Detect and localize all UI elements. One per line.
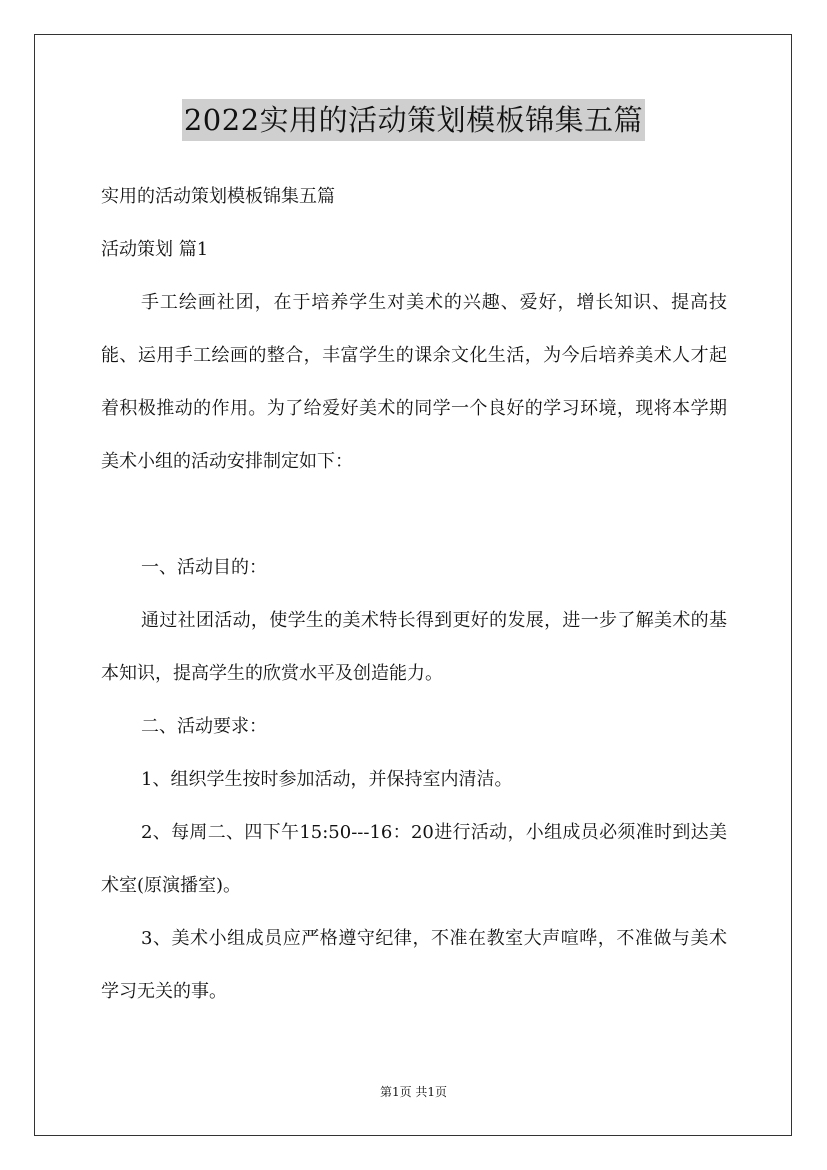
- requirement-item-1: 1、组织学生按时参加活动，并保持室内清洁。: [141, 769, 513, 790]
- title-container: [0, 99, 827, 141]
- document-body: [101, 170, 727, 1018]
- page-footer: 第1页 共1页: [379, 1085, 448, 1099]
- document-title: 2022实用的活动策划模板锦集五篇: [182, 99, 645, 141]
- heading-activity-purpose: 一、活动目的：: [141, 557, 267, 578]
- requirement-item-3: 3、美术小组成员应严格遵守纪律，不准在教室大声喧哗，不准做与美术学习无关的事。: [101, 928, 727, 1002]
- requirement-item-2: 2、每周二、四下午15:50---16：20进行活动，小组成员必须准时到达美术室(原演播室)。: [101, 822, 727, 896]
- paragraph-activity-purpose: 通过社团活动，使学生的美术特长得到更好的发展，进一步了解美术的基本知识，提高学生的欣赏水平及创造能力。: [101, 610, 727, 684]
- heading-activity-requirements: 二、活动要求：: [141, 716, 267, 737]
- section-heading: 活动策划 篇1: [101, 239, 209, 260]
- paragraph-intro: 手工绘画社团，在于培养学生对美术的兴趣、爱好，增长知识、提高技能、运用手工绘画的整合，丰富学生的课余文化生活，为今后培养美术人才起着积极推动的作用。为了给爱好美术的同学一个良好的学习环境，现将本学期美术小组的活动安排制定如下：: [101, 292, 727, 472]
- document-subtitle: 实用的活动策划模板锦集五篇: [101, 186, 335, 207]
- blank-line: [101, 488, 727, 541]
